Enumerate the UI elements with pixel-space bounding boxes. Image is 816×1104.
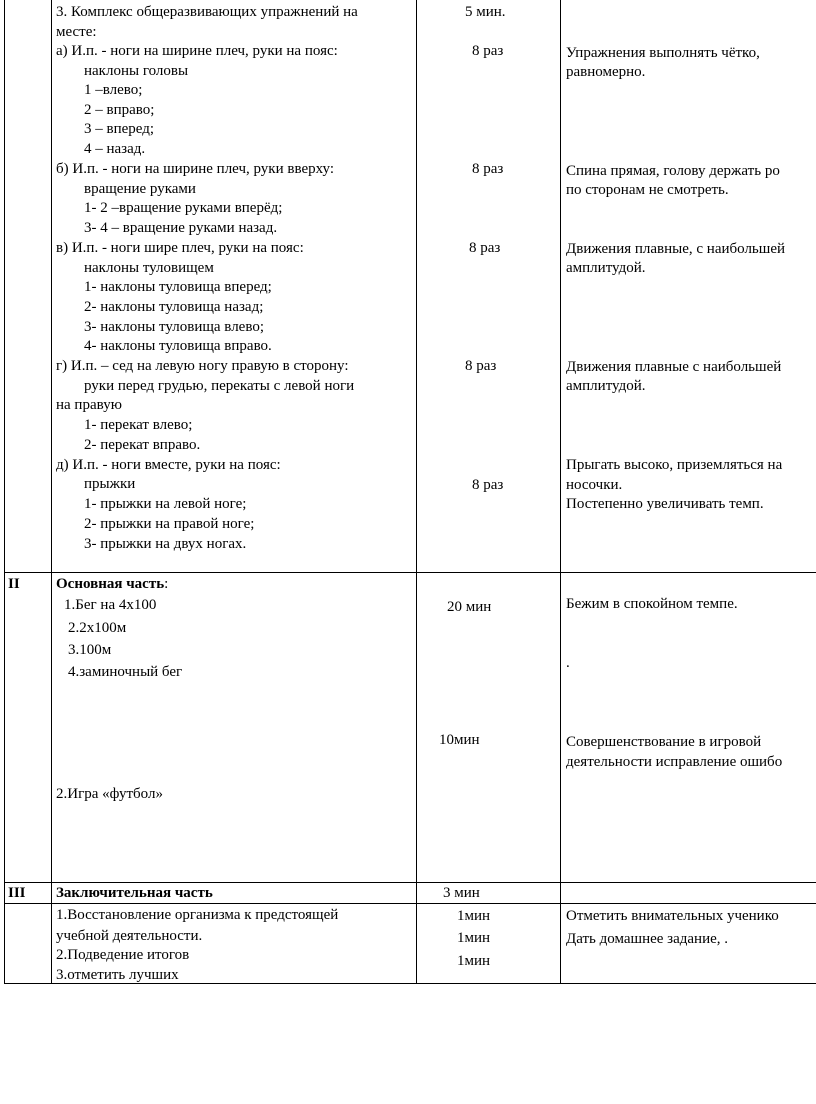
exercise-a-step: 1 –влево; xyxy=(84,82,143,98)
grid-line xyxy=(51,0,52,984)
exercise-a-step: 3 – вперед; xyxy=(84,121,155,137)
main-game: 2.Игра «футбол» xyxy=(56,786,163,802)
main-item: 1.Бег на 4х100 xyxy=(64,597,157,613)
exercise-b-dose: 8 раз xyxy=(472,161,504,177)
exercise-v-note: амплитудой. xyxy=(566,260,646,276)
exercise-d-dose: 8 раз xyxy=(472,477,504,493)
exercise-v-dose: 8 раз xyxy=(469,240,501,256)
exercise-g-sub: руки перед грудью, перекаты с левой ноги xyxy=(84,378,355,394)
grid-line xyxy=(560,0,561,984)
exercise-g-sub2: на правую xyxy=(56,397,122,413)
final-dose: 1мин xyxy=(457,908,491,924)
main-note-2: деятельности исправление ошибо xyxy=(566,754,783,770)
exercise-d-step: 2- прыжки на правой ноге; xyxy=(84,516,255,532)
section-number: III xyxy=(8,885,26,901)
exercise-g-head: г) И.п. – сед на левую ногу правую в сторону: xyxy=(56,358,349,374)
exercise-v-step: 1- наклоны туловища вперед; xyxy=(84,279,272,295)
exercise-a-note: Упражнения выполнять чётко, xyxy=(566,45,760,61)
exercise-b-step: 1- 2 –вращение руками вперёд; xyxy=(84,200,283,216)
exercise-b-note: Спина прямая, голову держать ро xyxy=(566,163,780,179)
exercise-d-head: д) И.п. - ноги вместе, руки на пояс: xyxy=(56,457,281,473)
exercise-g-dose: 8 раз xyxy=(465,358,497,374)
exercise-g-step: 2- перекат вправо. xyxy=(84,437,201,453)
exercise-a-dose: 8 раз xyxy=(472,43,504,59)
final-item: 2.Подведение итогов xyxy=(56,947,190,963)
warmup-title: 3. Комплекс общеразвивающих упражнений на xyxy=(56,4,358,20)
exercise-b-note: по сторонам не смотреть. xyxy=(566,182,729,198)
section-number: II xyxy=(8,576,20,592)
final-note: Дать домашнее задание, . xyxy=(566,931,729,947)
final-item: 3.отметить лучших xyxy=(56,967,179,983)
grid-line xyxy=(4,0,5,984)
warmup-title-cont: месте: xyxy=(56,24,97,40)
final-dose: 1мин xyxy=(457,953,491,969)
main-title-line xyxy=(56,574,168,594)
final-item: учебной деятельности. xyxy=(56,928,203,944)
exercise-v-step: 2- наклоны туловища назад; xyxy=(84,299,264,315)
exercise-d-note: Прыгать высоко, приземляться на xyxy=(566,457,783,473)
exercise-d-note: Постепенно увеличивать темп. xyxy=(566,496,764,512)
main-note-1: Бежим в спокойном темпе. xyxy=(566,596,738,612)
exercise-a-head: а) И.п. - ноги на ширине плеч, руки на пояс: xyxy=(56,43,338,59)
exercise-d-note: носочки. xyxy=(566,477,623,493)
final-dose: 1мин xyxy=(457,930,491,946)
exercise-a-note: равномерно. xyxy=(566,64,646,80)
main-item: 3.100м xyxy=(68,642,112,658)
main-title-colon: : xyxy=(164,576,169,592)
exercise-v-sub: наклоны туловищем xyxy=(84,260,214,276)
final-item: 1.Восстановление организма к предстоящей xyxy=(56,907,339,923)
exercise-d-sub: прыжки xyxy=(84,476,136,492)
final-title: Заключительная часть xyxy=(56,885,213,901)
grid-line xyxy=(4,572,816,573)
grid-line xyxy=(4,903,816,904)
main-note-dot: . xyxy=(566,655,570,671)
exercise-v-head: в) И.п. - ноги шире плеч, руки на пояс: xyxy=(56,240,304,256)
final-note: Отметить внимательных ученико xyxy=(566,908,779,924)
main-note-2: Совершенствование в игровой xyxy=(566,734,762,750)
final-duration: 3 мин xyxy=(443,885,480,901)
exercise-b-step: 3- 4 – вращение руками назад. xyxy=(84,220,278,236)
exercise-a-sub: наклоны головы xyxy=(84,63,189,79)
exercise-d-step: 3- прыжки на двух ногах. xyxy=(84,536,247,552)
exercise-a-step: 2 – вправо; xyxy=(84,102,155,118)
exercise-v-note: Движения плавные, с наибольшей xyxy=(566,241,786,257)
exercise-g-note: амплитудой. xyxy=(566,378,646,394)
exercise-v-step: 4- наклоны туловища вправо. xyxy=(84,338,272,354)
main-item: 4.заминочный бег xyxy=(68,664,183,680)
warmup-duration: 5 мин. xyxy=(465,4,506,20)
main-title: Основная часть xyxy=(56,576,165,592)
exercise-b-head: б) И.п. - ноги на ширине плеч, руки вверху: xyxy=(56,161,335,177)
main-dose-2: 10мин xyxy=(439,732,480,748)
grid-line xyxy=(416,0,417,984)
exercise-g-note: Движения плавные с наибольшей xyxy=(566,359,782,375)
exercise-d-step: 1- прыжки на левой ноге; xyxy=(84,496,247,512)
main-item: 2.2х100м xyxy=(68,620,127,636)
exercise-b-sub: вращение руками xyxy=(84,181,196,197)
main-dose-1: 20 мин xyxy=(447,599,492,615)
exercise-g-step: 1- перекат влево; xyxy=(84,417,193,433)
exercise-v-step: 3- наклоны туловища влево; xyxy=(84,319,264,335)
exercise-a-step: 4 – назад. xyxy=(84,141,146,157)
